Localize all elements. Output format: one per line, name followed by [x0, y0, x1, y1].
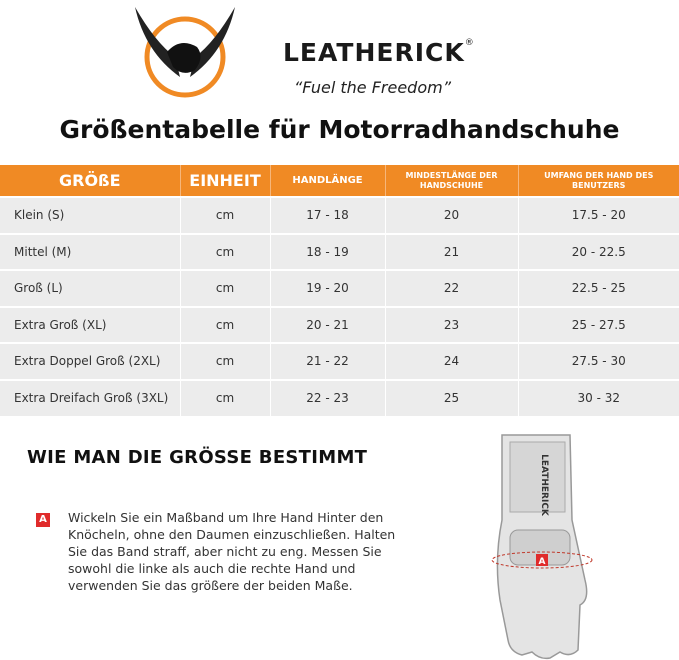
table-cell: 17 - 18 [270, 197, 385, 234]
header-hand-length: HANDLÄNGE [270, 165, 385, 197]
table-cell: Extra Doppel Groß (2XL) [0, 343, 180, 380]
table-cell: 24 [385, 343, 518, 380]
page-title: Größentabelle für Motorradhandschuhe [59, 115, 620, 144]
table-cell: 25 [385, 380, 518, 417]
header-min-glove-length: MINDESTLÄNGE DER HANDSCHUHE [385, 165, 518, 197]
table-cell: 21 - 22 [270, 343, 385, 380]
table-cell: cm [180, 270, 270, 307]
table-cell: Extra Dreifach Groß (3XL) [0, 380, 180, 417]
table-cell: cm [180, 343, 270, 380]
table-row [0, 234, 679, 271]
table-row [0, 197, 679, 234]
table-cell: Mittel (M) [0, 234, 180, 271]
table-cell: 23 [385, 307, 518, 344]
header-size: GRÖßE [0, 165, 180, 197]
how-to-measure-title: WIE MAN DIE GRÖSSE BESTIMMT [27, 447, 368, 468]
table-cell: Extra Groß (XL) [0, 307, 180, 344]
table-cell: 21 [385, 234, 518, 271]
table-cell: cm [180, 380, 270, 417]
table-row [0, 307, 679, 344]
header-unit: EINHEIT [180, 165, 270, 197]
glove-marker-a-label: A [538, 557, 546, 567]
brand-name: LEATHERICK® [283, 38, 475, 67]
table-cell: 22 - 23 [270, 380, 385, 417]
table-cell: Klein (S) [0, 197, 180, 234]
table-cell: 19 - 20 [270, 270, 385, 307]
table-cell: 22.5 - 25 [518, 270, 679, 307]
brand-tagline: “Fuel the Freedom” [294, 78, 451, 97]
table-row [0, 343, 679, 380]
table-cell: cm [180, 234, 270, 271]
size-table [0, 165, 679, 416]
brand-logo [125, 2, 245, 102]
table-cell: cm [180, 307, 270, 344]
table-cell: 18 - 19 [270, 234, 385, 271]
header-hand-circumference: UMFANG DER HAND DES BENUTZERS [518, 165, 679, 197]
table-row [0, 380, 679, 417]
table-row [0, 270, 679, 307]
table-cell: 25 - 27.5 [518, 307, 679, 344]
glove-illustration [490, 430, 600, 660]
glove-brand-label: LEATHERICK [539, 454, 549, 516]
table-cell: cm [180, 197, 270, 234]
table-cell: 20 - 21 [270, 307, 385, 344]
table-cell: 20 [385, 197, 518, 234]
table-cell: 20 - 22.5 [518, 234, 679, 271]
table-cell: 27.5 - 30 [518, 343, 679, 380]
measure-instructions: Wickeln Sie ein Maßband um Ihre Hand Hinter den Knöcheln, ohne den Daumen einzuschließen. Halten Sie das Band straff, aber nicht zu eng. Messen Sie sowohl die linke als auch die rechte Hand und verwenden Sie das größere der beiden Maße. [68, 510, 396, 593]
marker-a-badge: A [36, 513, 50, 527]
table-cell: 30 - 32 [518, 380, 679, 417]
table-cell: 17.5 - 20 [518, 197, 679, 234]
table-cell: 22 [385, 270, 518, 307]
table-cell: Groß (L) [0, 270, 180, 307]
